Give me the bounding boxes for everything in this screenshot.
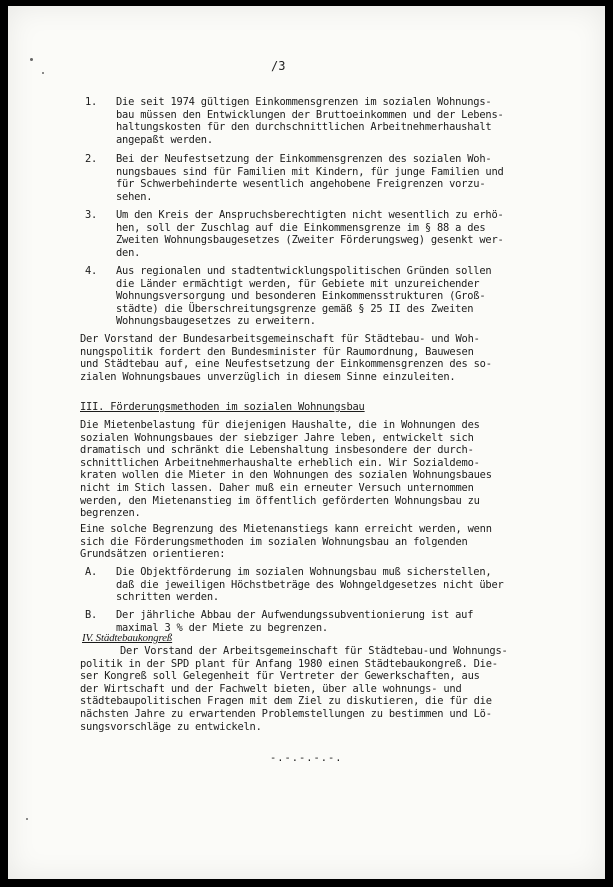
text-line: schnittlichen Arbeitnehmerhaushalte erheblich ein. Wir Sozialdemo- [80,456,480,469]
text-line: nungsbaues sind für Familien mit Kindern, für junge Familien und [116,165,504,178]
list-letter: B. [85,609,98,621]
paragraph-vorstand [80,333,567,383]
list-number: 1. [85,96,98,108]
text-line: Eine solche Begrenzung des Mietenanstiegs kann erreicht werden, wenn [80,523,492,535]
text-line: begrenzen. [80,507,141,520]
list-letter: A. [85,566,98,578]
text-line: politik in der SPD plant für Anfang 1980 einen Städtebaukongreß. Die- [80,657,498,670]
text-line: dramatisch und schränkt die Lebenshaltung insbesondere der durch- [80,444,474,457]
text-line: nicht im Stich lassen. Daher muß ein erneuter Versuch unternommen [80,481,474,494]
scan-speck [42,72,44,74]
text-line: Um den Kreis der Anspruchsberechtigten nicht wesentlich zu erhö- [116,209,504,221]
text-line: Der Vorstand der Arbeitsgemeinschaft für Städtebau-und Wohnungs- [120,645,508,657]
text-line: sozialen Wohnungsbaues der siebziger Jahre leben, entwickelt sich [80,431,474,444]
scan-speck [30,58,33,61]
text-line: die Länder ermächtigt werden, für Gebiete mit unzureichender [116,277,480,290]
list-number: 4. [85,265,98,277]
text-line: sungsvorschläge zu entwickeln. [80,720,262,733]
text-line: maximal 3 % der Miete zu begrenzen. [116,621,328,634]
section-heading-iii: III. Förderungsmethoden im sozialen Wohnungsbau [80,401,365,413]
text-line: sich die Förderungsmethoden im sozialen Wohnungsbau an folgenden [80,535,468,548]
text-line: Wohnungsbaugesetzes zu erweitern. [116,315,316,328]
scan-speck [26,818,28,820]
text-line: Grundsätzen orientieren: [80,548,226,561]
text-line: Zweiten Wohnungsbaugesetzes (Zweiter Förderungsweg) gesenkt wer- [116,234,504,247]
text-line: nungspolitik fordert den Bundesminister für Raumordnung, Bauwesen [80,345,474,358]
text-line: für Schwerbehinderte wesentlich angehobene Freigrenzen vorzu- [116,178,486,191]
text-line: nächsten Jahre zu erwartenden Problemstellungen zu bestimmen und Lö- [80,707,492,720]
text-line: hen, soll der Zuschlag auf die Einkommensgrenze im § 88 a des [116,221,486,234]
text-line: bau müssen den Entwicklungen der Bruttoeinkommen und der Lebens- [116,108,504,121]
text-line: den. [116,246,141,259]
paragraph-mietenbelastung [80,419,567,520]
text-line: städte) die Überschreitungsgrenze gemäß § 25 II des Zweiten [116,302,474,315]
text-line: haltungskosten für den durchschnittlichen Arbeitnehmerhaushalt [116,121,492,134]
text-line: angepaßt werden. [116,133,213,146]
page-number: /3 [271,59,286,73]
text-line: sehen. [116,190,153,203]
list-number: 2. [85,153,98,165]
text-line: Bei der Neufestsetzung der Einkommensgrenzen des sozialen Woh- [116,153,492,165]
text-line: Aus regionalen und stadtentwicklungspolitischen Gründen sollen [116,265,492,277]
text-line: und Städtebau auf, eine Neufestsetzung der Einkommensgrenzen des so- [80,358,492,371]
text-line: daß die jeweiligen Höchstbeträge des Wohngeldgesetzes nicht über [116,578,504,591]
text-line: städtebaupolitischen Fragen mit dem Ziel zu diskutieren, die für die [80,695,492,708]
text-line: Wohnungsversorgung und besonderen Einkommensstrukturen (Groß- [116,290,486,303]
text-line: Der Vorstand der Bundesarbeitsgemeinschaft für Städtebau- und Woh- [80,333,480,345]
text-line: zialen Wohnungsbaues unverzüglich in diesem Sinne einzuleiten. [80,370,456,383]
list-number: 3. [85,209,98,221]
text-line: der Wirtschaft und der Fachwelt bieten, über alle wohnungs- und [80,682,462,695]
text-line: Die Objektförderung im sozialen Wohnungsbau muß sicherstellen, [116,566,492,578]
text-line: kraten wollen die Mieter in den Wohnungen des sozialen Wohnungsbaues [80,469,492,482]
text-line: Die seit 1974 gültigen Einkommensgrenzen im sozialen Wohnungs- [116,96,492,108]
text-line: werden, den Mietenanstieg im öffentlich geförderten Wohnungsbau zu [80,494,480,507]
text-line: schritten werden. [116,591,219,604]
section-heading-iv: IV. Städtebaukongreß [82,632,173,644]
text-line: Die Mietenbelastung für diejenigen Haushalte, die in Wohnungen des [80,419,480,431]
text-line: ser Kongreß soll Gelegenheit für Vertreter der Gewerkschaften, aus [80,670,480,683]
paragraph-begrenzung [80,523,567,561]
end-divider: -.-.-.-.-. [270,752,343,764]
paragraph-kongress [80,645,567,733]
text-line: Der jährliche Abbau der Aufwendungssubventionierung ist auf [116,609,474,621]
